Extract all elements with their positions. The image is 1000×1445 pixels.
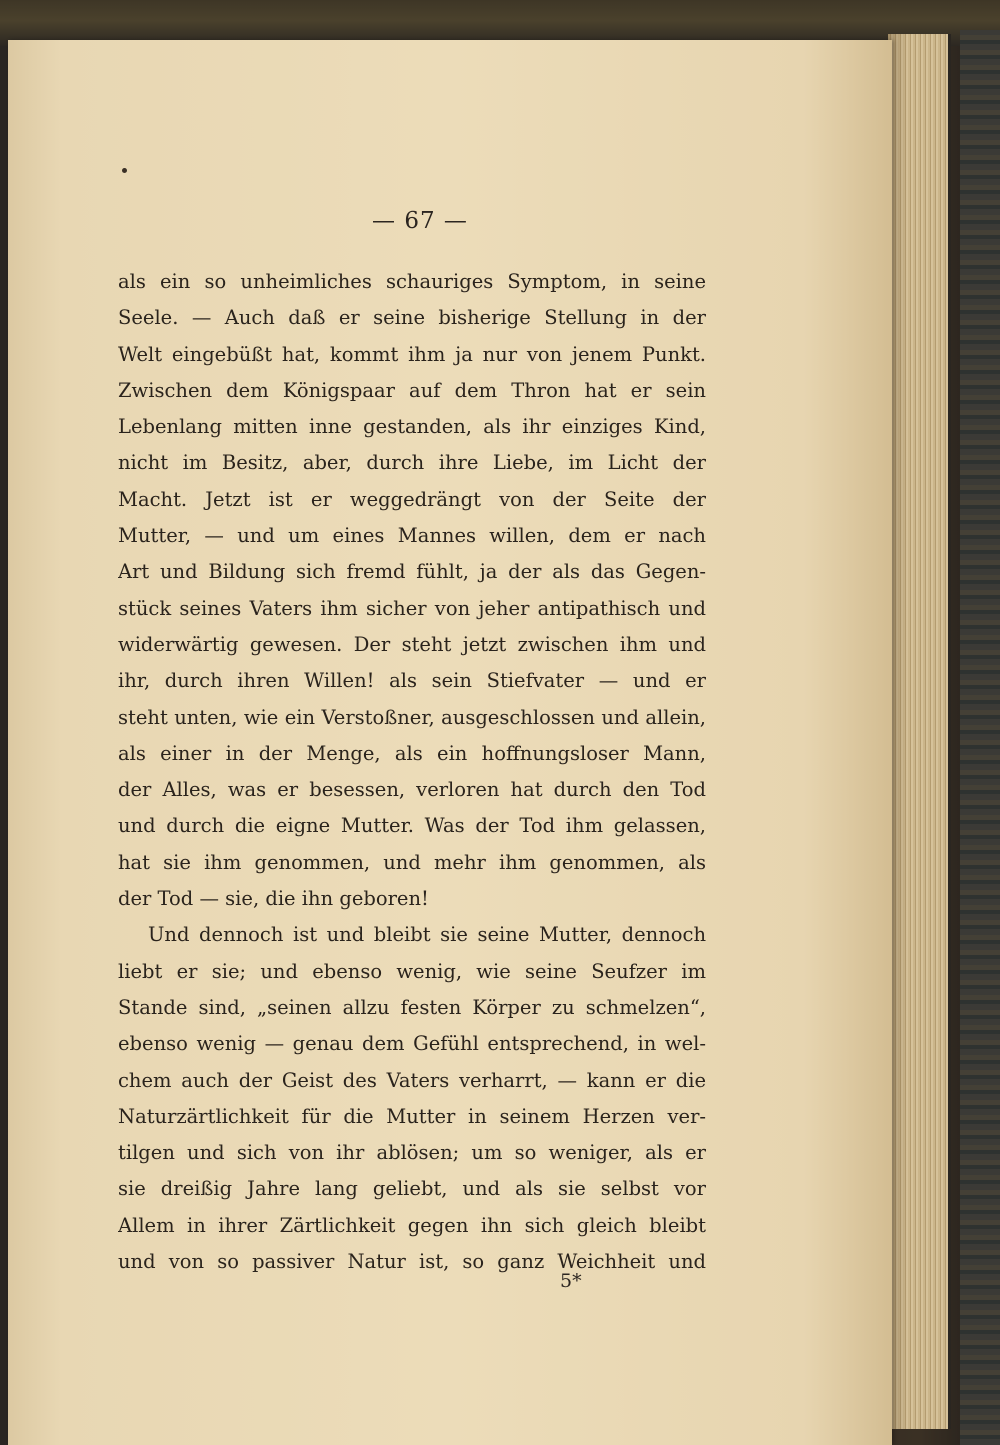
page-number: — 67 — — [372, 208, 468, 234]
text-line: Naturzärtlichkeit für die Mutter in seinem Herzen ver- — [118, 1104, 706, 1128]
text-line: widerwärtig gewesen. Der steht jetzt zwischen ihm und — [118, 632, 706, 656]
text-line: sie dreißig Jahre lang geliebt, und als sie selbst vor — [118, 1177, 706, 1201]
text-line: als einer in der Menge, als ein hoffnungsloser Mann, — [118, 741, 706, 765]
paragraph-2 — [118, 917, 706, 1280]
text-line: der Tod — sie, die ihn geboren! — [118, 887, 429, 911]
text-line: Art und Bildung sich fremd fühlt, ja der als das Gegen- — [118, 560, 706, 584]
text-line: nicht im Besitz, aber, durch ihre Liebe, im Licht der — [118, 451, 706, 475]
text-line: Seele. — Auch daß er seine bisherige Stellung in der — [118, 306, 706, 330]
text-line: stück seines Vaters ihm sicher von jeher antipathisch und — [118, 596, 706, 620]
text-line: Zwischen dem Königspaar auf dem Thron hat er sein — [118, 378, 706, 402]
signature-mark: 5* — [560, 1270, 582, 1292]
text-line: Macht. Jetzt ist er weggedrängt von der Seite der — [118, 487, 706, 511]
text-line: hat sie ihm genommen, und mehr ihm genommen, als — [118, 850, 706, 874]
text-line: Allem in ihrer Zärtlichkeit gegen ihn sich gleich bleibt — [118, 1213, 706, 1237]
text-line: tilgen und sich von ihr ablösen; um so weniger, als er — [118, 1141, 706, 1165]
text-line: liebt er sie; und ebenso wenig, wie seine Seufzer im — [118, 959, 706, 983]
text-line: Stande sind, „seinen allzu festen Körper zu schmelzen“, — [118, 995, 706, 1019]
ink-speck — [122, 168, 127, 173]
body-text — [118, 264, 706, 1280]
text-line: als ein so unheimliches schauriges Symptom, in seine — [118, 270, 706, 293]
text-line: chem auch der Geist des Vaters verharrt, — kann er die — [118, 1068, 706, 1092]
text-line: Und dennoch ist und bleibt sie seine Mutter, dennoch — [148, 923, 706, 947]
text-line: ebenso wenig — genau dem Gefühl entsprechend, in wel- — [118, 1032, 706, 1056]
text-line: Welt eingebüßt hat, kommt ihm ja nur von jenem Punkt. — [118, 342, 706, 366]
text-line: und durch die eigne Mutter. Was der Tod ihm gelassen, — [118, 814, 706, 838]
text-line: ihr, durch ihren Willen! als sein Stiefvater — und er — [118, 669, 706, 693]
paragraph-1 — [118, 264, 706, 917]
text-line: Lebenlang mitten inne gestanden, als ihr einziges Kind, — [118, 415, 706, 439]
text-line: Mutter, — und um eines Mannes willen, dem er nach — [118, 524, 706, 548]
text-line: der Alles, was er besessen, verloren hat durch den Tod — [118, 778, 706, 802]
text-line: steht unten, wie ein Verstoßner, ausgeschlossen und allein, — [118, 705, 706, 729]
text-line: und von so passiver Natur ist, so ganz Weichheit und — [118, 1250, 706, 1274]
book-cover-spine-edge — [960, 30, 1000, 1445]
